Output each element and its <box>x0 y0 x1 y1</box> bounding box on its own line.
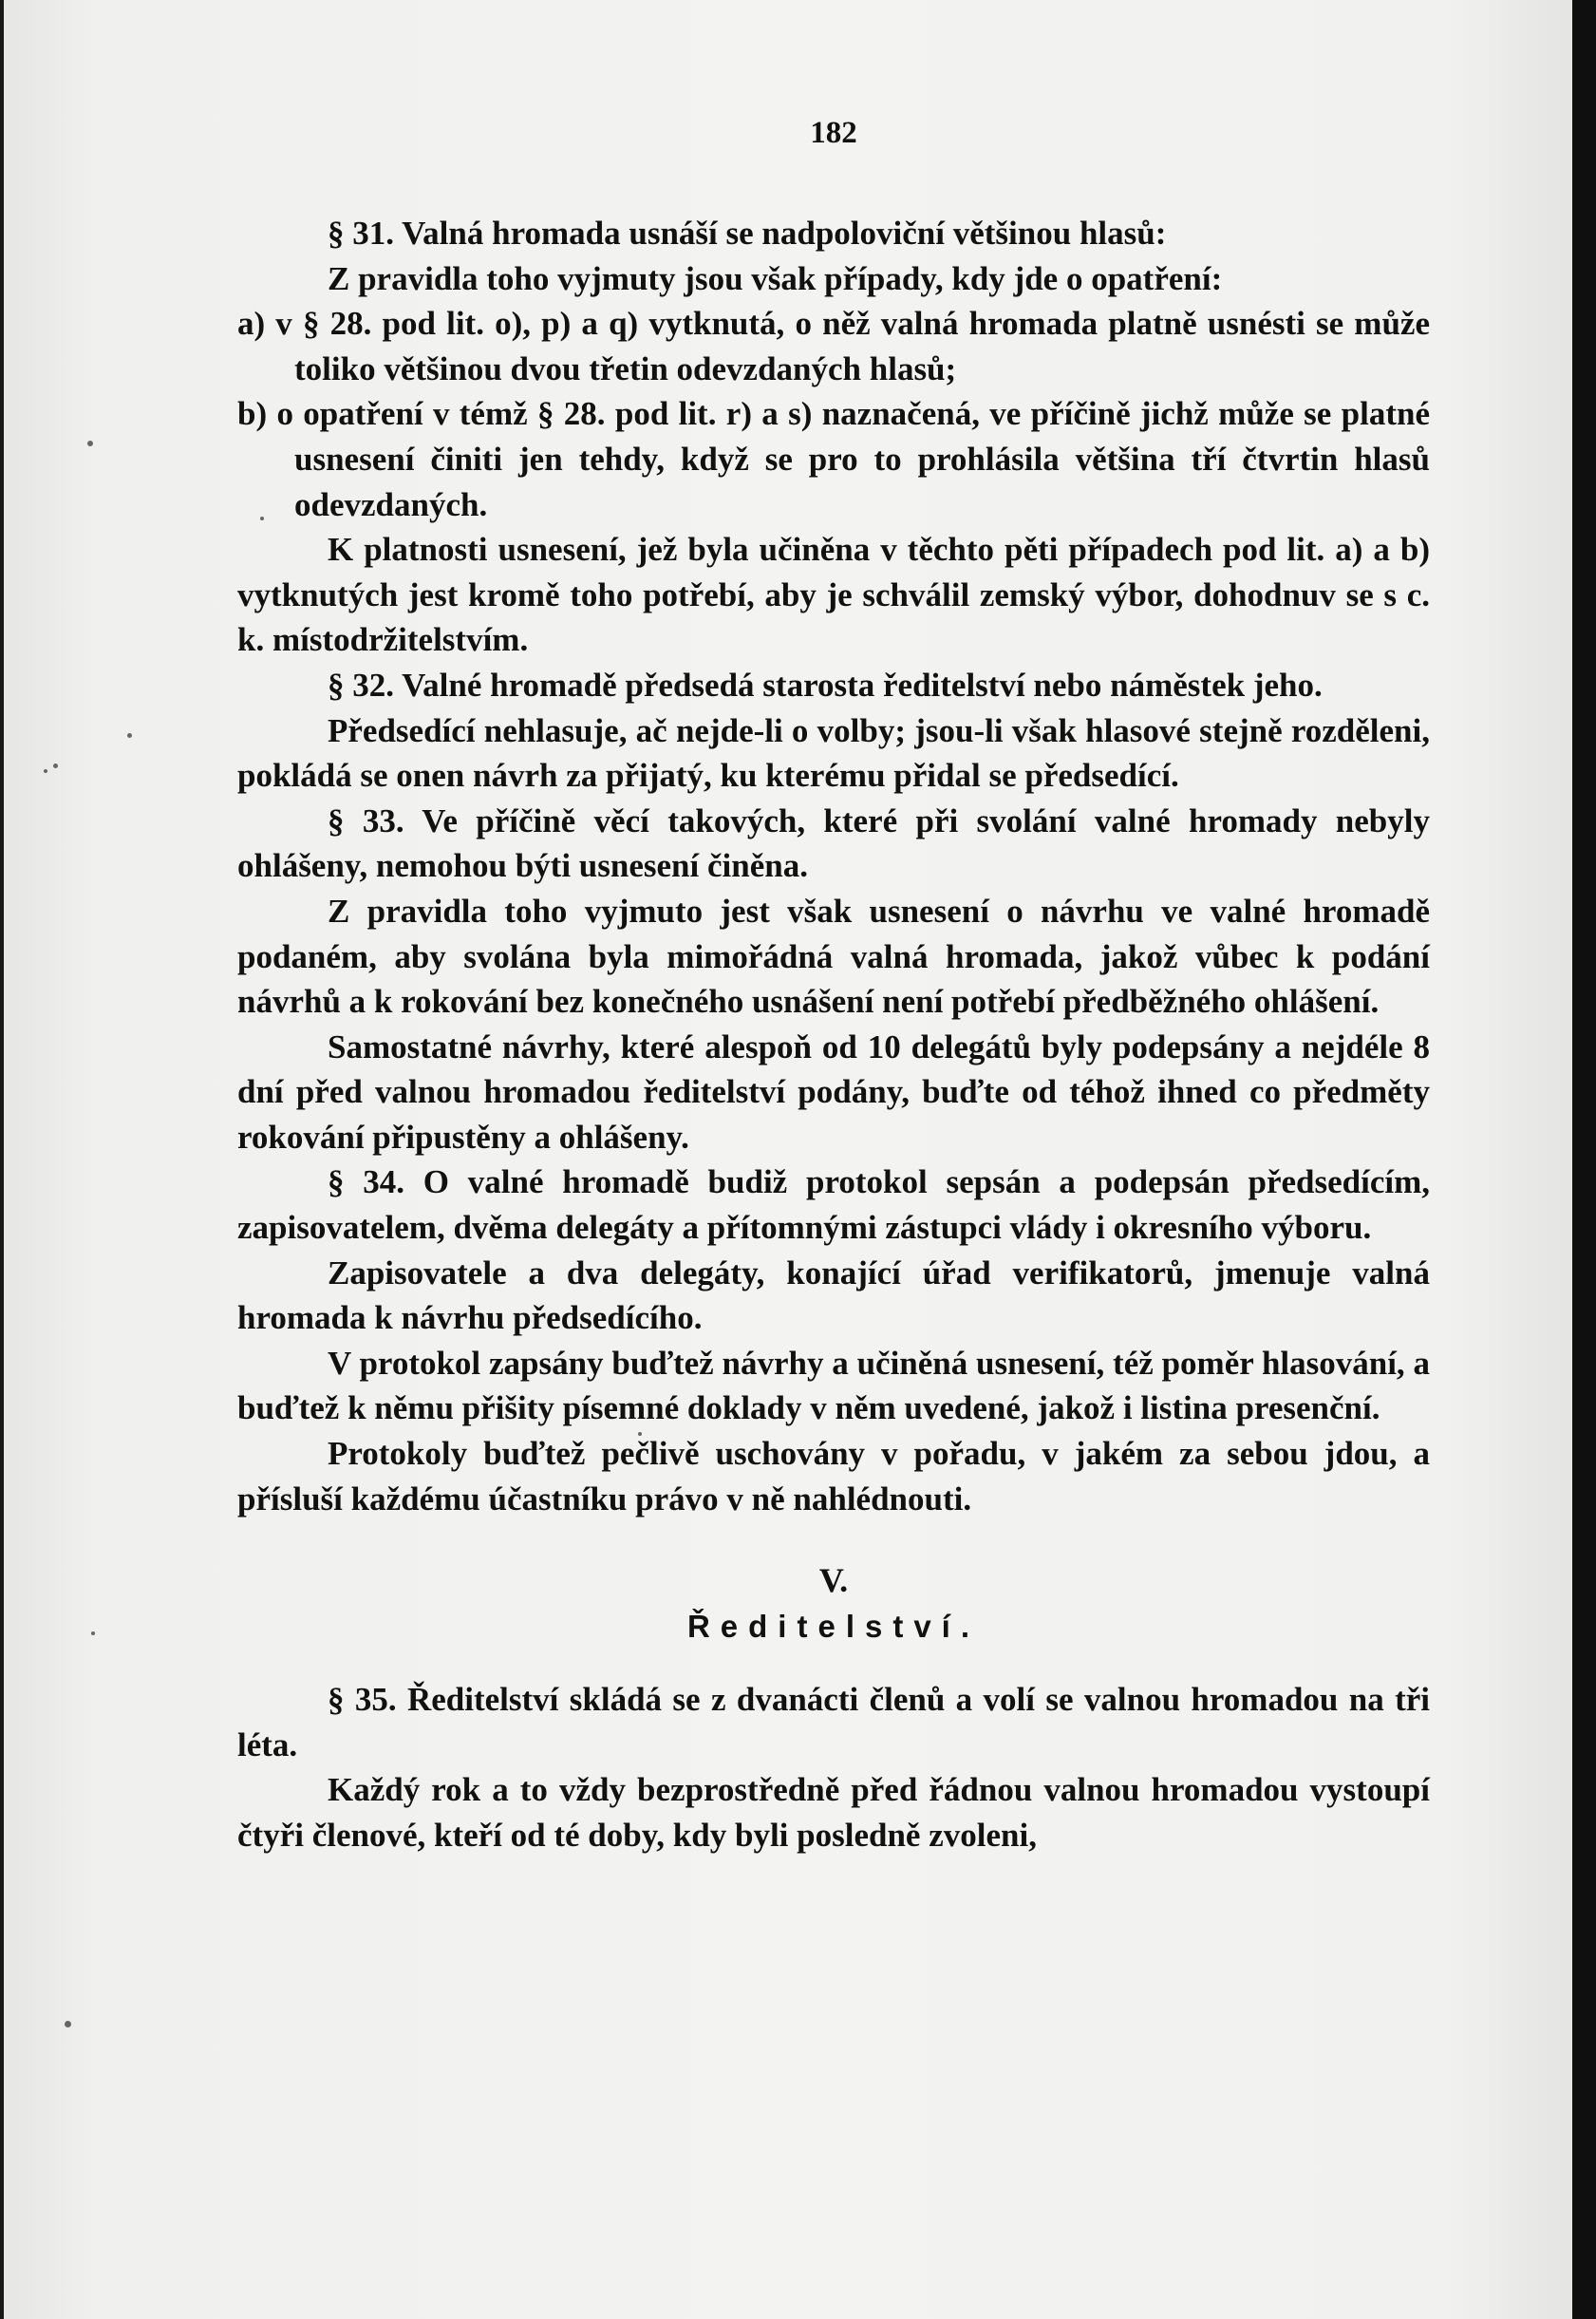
paragraph-31-item-b: b) o opatření v témž § 28. pod lit. r) a s) naznačená, ve příčině jichž může se platné usnesení činiti jen tehdy, když se pro to prohlásila většina tří čtvrtin hlasů odevzdaných. <box>237 395 1430 523</box>
paragraph-31-intro: § 31. Valná hromada usnáší se nadpoloviční většinou hlasů: <box>328 215 1167 252</box>
paragraph-33-exception: Z pravidla toho vyjmuto jest však usnesení o návrhu ve valné hromadě podaném, aby svolána byla mimořádná valná hromada, jakož vůbec k podání návrhů a k rokování bez konečného usnášení není potřebí předběžného ohlášení. <box>237 892 1430 1021</box>
page-number: 182 <box>810 116 857 150</box>
section-title: Ředitelství. <box>686 1609 981 1645</box>
scan-speck <box>91 1631 95 1635</box>
paragraph-34-storage: Protokoly buďtež pečlivě uschovány v pořadu, v jakém za sebou jdou, a přísluší každému účastníku právo v ně nahlédnouti. <box>237 1435 1430 1518</box>
paragraph-33: § 33. Ve příčině věcí takových, které při svolání valné hromady nebyly ohlášeny, nemohou býti usnesení činěna. <box>237 801 1430 885</box>
paragraph-33-motions: Samostatné návrhy, které alespoň od 10 delegátů byly podepsány a nejdéle 8 dní před valnou hromadou ředitelství podány, buďte od téhož ihned co předměty rokování připustěny a ohlášeny. <box>237 1028 1430 1156</box>
paragraph-34: § 34. O valné hromadě budiž protokol sepsán a podepsán předsedícím, zapisovatelem, dvěma delegáty a přítomnými zástupci vlády i okresního výboru. <box>237 1163 1430 1247</box>
paragraph-34-appointment: Zapisovatele a dva delegáty, konající úřad verifikatorů, jmenuje valná hromada k návrhu předsedícího. <box>237 1254 1430 1337</box>
section-number: V. <box>818 1561 849 1600</box>
paragraph-35: § 35. Ředitelství skládá se z dvanácti členů a volí se valnou hromadou na tři léta. <box>237 1681 1430 1763</box>
scan-speck <box>87 441 93 446</box>
paragraph-31-exception: Z pravidla toho vyjmuty jsou však případy, kdy jde o opatření: <box>328 259 1223 297</box>
paragraph-32-voting: Předsedící nehlasuje, ač nejde-li o volby; jsou-li však hlasové stejně rozděleni, pokládá se onen návrh za přijatý, ku kterému přidal se předsedící. <box>237 711 1430 795</box>
paragraph-32: § 32. Valné hromadě předsedá starosta ředitelství nebo náměstek jeho. <box>328 666 1323 704</box>
paragraph-31-validity: K platnosti usnesení, jež byla učiněna v těchto pěti případech pod lit. a) a b) vytknutých jest kromě toho potřebí, aby je schválil zemský výbor, dohodnuv se s c. k. místodržitelstvím. <box>237 531 1430 659</box>
paragraph-34-record: V protokol zapsány buďtež návrhy a učiněná usnesení, též poměr hlasování, a buďtež k němu přišity písemné doklady v něm uvedené, jakož i listina presenční. <box>237 1344 1430 1427</box>
paragraph-31-item-a: a) v § 28. pod lit. o), p) a q) vytknutá, o něž valná hromada platně usnésti se může toliko většinou dvou třetin odevzdaných hlasů; <box>237 305 1430 387</box>
scan-speck <box>65 2021 71 2027</box>
scan-speck <box>53 764 58 768</box>
page-text <box>237 114 1430 1858</box>
scan-edge <box>1572 0 1596 2319</box>
scan-speck <box>44 769 47 773</box>
paragraph-35-rotation: Každý rok a to vždy bezprostředně před řádnou valnou hromadou vystoupí čtyři členové, kteří od té doby, kdy byli posledně zvoleni, <box>237 1771 1430 1854</box>
scan-speck <box>127 733 132 738</box>
